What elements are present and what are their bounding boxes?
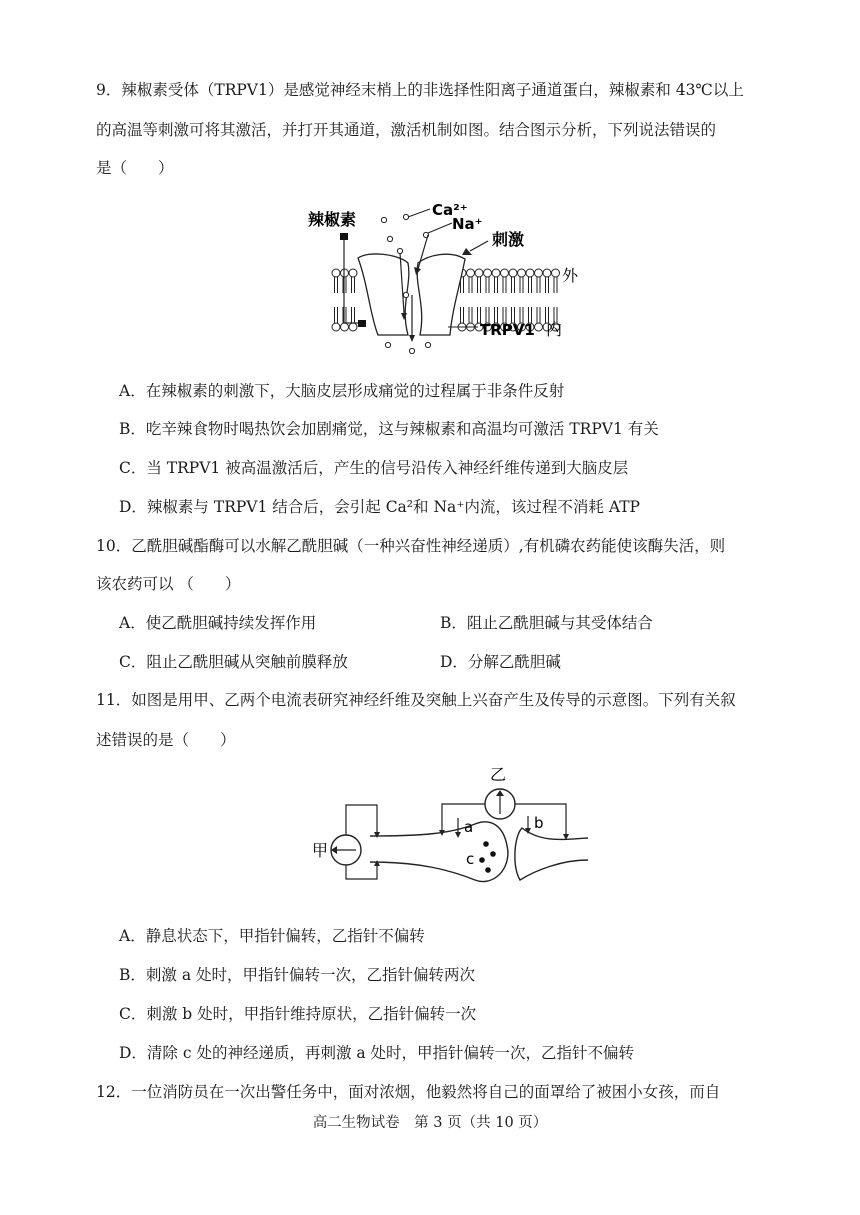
label-yi: 乙 [490, 765, 507, 784]
q9-line-2: 的高温等刺激可将其激活，并打开其通道，激活机制如图。结合图示分析，下列说法错误的 [96, 121, 717, 139]
q11-option-c: C．刺激 b 处时，甲指针维持原状，乙指针偏转一次 [119, 1005, 477, 1023]
ca-label: Ca²⁺ [432, 201, 468, 219]
label-a: a [464, 818, 474, 836]
outside-label: 外 [562, 266, 579, 285]
q10-line-2: 该农药可以 （ ） [96, 575, 241, 593]
trpv1-label: TRPV1 [480, 321, 535, 339]
q9-option-d: D．辣椒素与 TRPV1 结合后，会引起 Ca²和 Na⁺内流，该过程不消耗 ATP [119, 498, 640, 516]
na-label: Na⁺ [452, 215, 483, 233]
q11-line-1: 11．如图是用甲、乙两个电流表研究神经纤维及突触上兴奋产生及传导的示意图。下列有关叙 [96, 691, 736, 709]
trpv1-diagram [300, 195, 620, 360]
q10-option-d: D．分解乙酰胆碱 [440, 653, 561, 671]
q11-option-b: B．刺激 a 处时，甲指针偏转一次，乙指针偏转两次 [119, 966, 475, 984]
q11-option-d: D．清除 c 处的神经递质，再刺激 a 处时，甲指针偏转一次，乙指针不偏转 [119, 1044, 635, 1062]
postsynaptic-neuron [515, 828, 588, 880]
stimulus-label: 刺激 [492, 230, 525, 249]
q9-option-b: B．吃辛辣食物时喝热饮会加剧痛觉，这与辣椒素和高温均可激活 TRPV1 有关 [119, 420, 659, 438]
page-footer: 高二生物试卷 第 3 页（共 10 页） [312, 1115, 548, 1131]
trpv1-channel-right [417, 254, 465, 335]
q9-option-c: C．当 TRPV1 被高温激活后，产生的信号沿传入神经纤维传递到大脑皮层 [119, 459, 629, 477]
q9-line-3: 是（ ） [96, 159, 174, 177]
q11-line-2: 述错误的是（ ） [96, 731, 236, 749]
label-b: b [534, 814, 544, 832]
q10-line-1: 10．乙酰胆碱酯酶可以水解乙酰胆碱（一种兴奋性神经递质）,有机磷农药能使该酶失活，则 [96, 537, 726, 555]
q9-line-1: 9．辣椒素受体（TRPV1）是感觉神经末梢上的非选择性阳离子通道蛋白，辣椒素和 43℃以上 [96, 81, 744, 99]
q11-option-a: A．静息状态下，甲指针偏转，乙指针不偏转 [119, 927, 425, 945]
inside-label: 内 [546, 320, 563, 339]
label-jia: 甲 [312, 841, 329, 860]
label-c: c [466, 850, 475, 868]
q10-option-a: A．使乙酰胆碱持续发挥作用 [119, 614, 317, 632]
nerve-synapse-diagram [300, 762, 600, 890]
q10-option-c: C．阻止乙酰胆碱从突触前膜释放 [119, 653, 348, 671]
capsaicin-label: 辣椒素 [308, 210, 357, 229]
q10-option-b: B．阻止乙酰胆碱与其受体结合 [440, 614, 653, 632]
capsaicin-marker [340, 233, 348, 240]
q12-line-1: 12．一位消防员在一次出警任务中，面对浓烟，他毅然将自己的面罩给了被困小女孩，而自 [96, 1083, 721, 1101]
q9-option-a: A．在辣椒素的刺激下，大脑皮层形成痛觉的过程属于非条件反射 [119, 382, 565, 400]
